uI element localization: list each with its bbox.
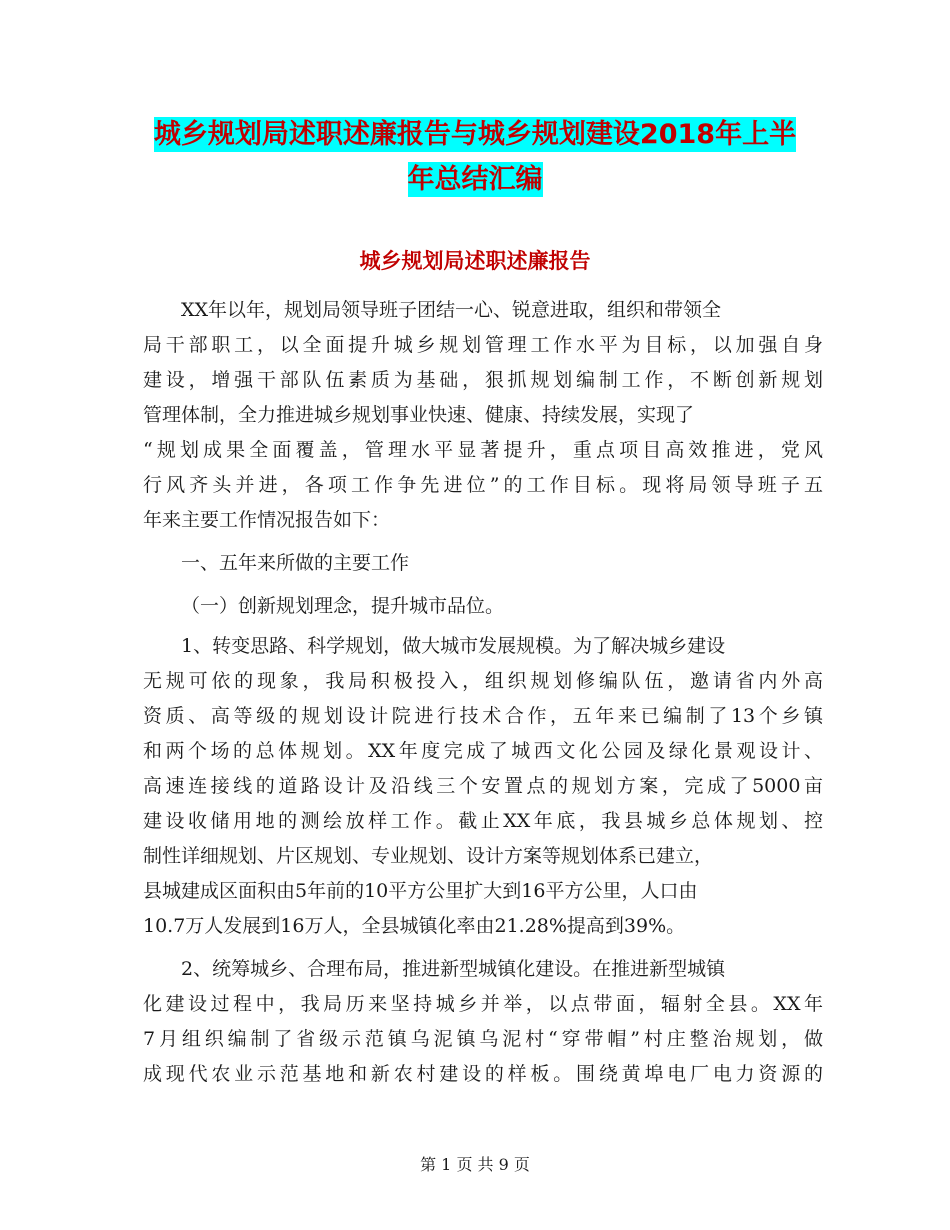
page-footer: 第 1 页 共 9 页 [420, 1155, 530, 1174]
paragraph-line: 建设收储用地的测绘放样工作。截止XX年底，我县城乡总体规划、控 [143, 810, 823, 832]
section-heading: 一、五年来所做的主要工作 [181, 552, 410, 574]
paragraph-line: 10.7万人发展到16万人，全县城镇化率由21.28%提高到39%。 [143, 915, 686, 937]
title-line-1: 城乡规划局述职述廉报告与城乡规划建设2018年上半 [153, 119, 797, 150]
paragraph-line: 7月组织编制了省级示范镇乌泥镇乌泥村“穿带帽”村庄整治规划，做 [143, 1028, 823, 1050]
paragraph-line: “规划成果全面覆盖，管理水平显著提升，重点项目高效推进，党风 [143, 439, 823, 461]
paragraph-line: 建设，增强干部队伍素质为基础，狠抓规划编制工作，不断创新规划 [143, 369, 823, 391]
paragraph-line: 局干部职工，以全面提升城乡规划管理工作水平为目标，以加强自身 [143, 334, 823, 356]
paragraph-line: 管理体制，全力推进城乡规划事业快速、健康、持续发展，实现了 [143, 404, 695, 426]
paragraph-line: 1、转变思路、科学规划，做大城市发展规模。为了解决城乡建设 [181, 635, 726, 657]
paragraph-line: 成现代农业示范基地和新农村建设的样板。围绕黄埠电厂电力资源的 [143, 1063, 823, 1085]
paragraph-line: 资质、高等级的规划设计院进行技术合作，五年来已编制了13个乡镇 [143, 705, 823, 727]
paragraph-line: 行风齐头并进，各项工作争先进位”的工作目标。现将局领导班子五 [143, 474, 823, 496]
paragraph-line: 无规可依的现象，我局积极投入，组织规划修编队伍，邀请省内外高 [143, 670, 823, 692]
paragraph-line: 化建设过程中，我局历来坚持城乡并举，以点带面，辐射全县。XX年 [143, 993, 823, 1015]
paragraph-line: XX年以年，规划局领导班子团结一心、锐意进取，组织和带领全 [181, 299, 722, 321]
title-line-2: 年总结汇编 [407, 164, 543, 195]
paragraph-line: 和两个场的总体规划。XX年度完成了城西文化公园及绿化景观设计、 [143, 740, 823, 762]
paragraph-line: 县城建成区面积由5年前的10平方公里扩大到16平方公里，人口由 [143, 880, 698, 902]
paragraph-line: 2、统筹城乡、合理布局，推进新型城镇化建设。在推进新型城镇 [181, 958, 726, 980]
paragraph-line: 年来主要工作情况报告如下： [143, 509, 391, 531]
paragraph-line: 制性详细规划、片区规划、专业规划、设计方案等规划体系已建立， [143, 845, 714, 867]
paragraph-line: 高速连接线的道路设计及沿线三个安置点的规划方案，完成了5000亩 [143, 775, 823, 797]
subsection-heading: （一）创新规划理念，提升城市品位。 [181, 595, 505, 617]
section-title: 城乡规划局述职述廉报告 [359, 249, 591, 273]
